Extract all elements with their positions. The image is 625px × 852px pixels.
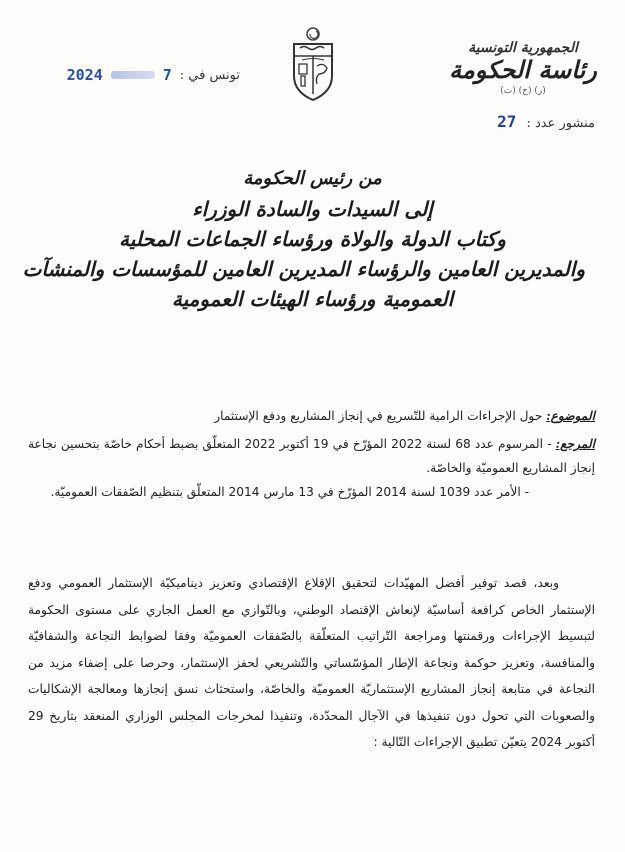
tunisia-coat-of-arms-icon — [286, 24, 340, 104]
body-paragraph: وبعد، قصد توفير أفضل المهيّدات لتحقيق الإقلاع الإقتصادي وتعزيز ديناميكيّة الإستثمار العمومي ودفع الإستثمار الخاص كرافعة أساسيّة لإنعاش الإقتصاد الوطني، وبالتّوازي مع العمل الجاري على مستوى الحكومة لتبسيط الإجراءات ورقمنتها ومراجعة التّراتيب المتعلّقة بالصّفقات العموميّة وفقا لضوابط النجاعة والشفافيّة والمنافسة، وتعزيز حوكمة ونجاعة الإطار المؤسّساتي والتّشريعي لحفز الإستثمار، وحرصا على إضفاء مزيد من النجاعة في متابعة إنجاز المشاريع الإستثماريّة العموميّة والخاصّة، واستحثاث نسق إنجازها ومعالجة الإشكاليات والصعوبات التي تحول دون تنفيذها في الآجال المحدّدة، وتنفيذا لمخرجات المجلس الوزاري المنعقد بتاريخ 29 أكتوبر 2024 يتعيّن تطبيق الإجراءات التّالية : — [28, 576, 595, 749]
address-line: العمومية ورؤساء الهيئات العمومية — [171, 287, 454, 311]
date-label: تونس في : — [179, 67, 240, 83]
subject-line — [28, 404, 595, 428]
reference-item — [28, 432, 595, 480]
subject-text: حول الإجراءات الرامية للتّسريع في إنجاز المشاريع ودفع الإستثمار — [214, 409, 543, 423]
reference-label: المرجع: — [555, 437, 596, 451]
address-line: وكتاب الدولة والولاة ورؤساء الجماعات المحلية — [119, 227, 506, 251]
publication-number-value: 27 — [497, 112, 517, 131]
presidency-name: رئاسة الحكومة — [449, 55, 597, 84]
reference-block — [28, 432, 595, 504]
office-code: (ر) (ح) (ت) — [500, 86, 546, 96]
subject-label: الموضوع: — [546, 409, 595, 423]
date-year: 2024 — [66, 66, 103, 84]
address-line: من رئيس الحكومة — [243, 168, 382, 189]
publication-label: منشور عدد : — [526, 116, 595, 131]
address-block — [22, 164, 585, 314]
address-line: إلى السيدات والسادة الوزراء — [192, 197, 433, 221]
date-line — [60, 66, 240, 84]
government-header — [443, 40, 603, 96]
address-line: والمديرين العامين والرؤساء المديرين العامين للمؤسسات والمنشآت — [22, 257, 585, 281]
date-stamp-smudge — [111, 71, 155, 79]
reference-item: - الأمر عدد 1039 لسنة 2014 المؤرّخ في 13 مارس 2014 المتعلّق بتنظيم الصّفقات العموميّة. — [50, 485, 529, 499]
republic-name: الجمهورية التونسية — [468, 40, 578, 56]
publication-number — [497, 112, 595, 131]
date-day: 7 — [162, 66, 172, 84]
reference-text: - المرسوم عدد 68 لسنة 2022 المؤرّخ في 19 أكتوبر 2022 المتعلّق بضبط أحكام خاصّة بتحسين نجاعة إنجاز المشاريع العموميّة والخاصّة. — [28, 437, 595, 475]
